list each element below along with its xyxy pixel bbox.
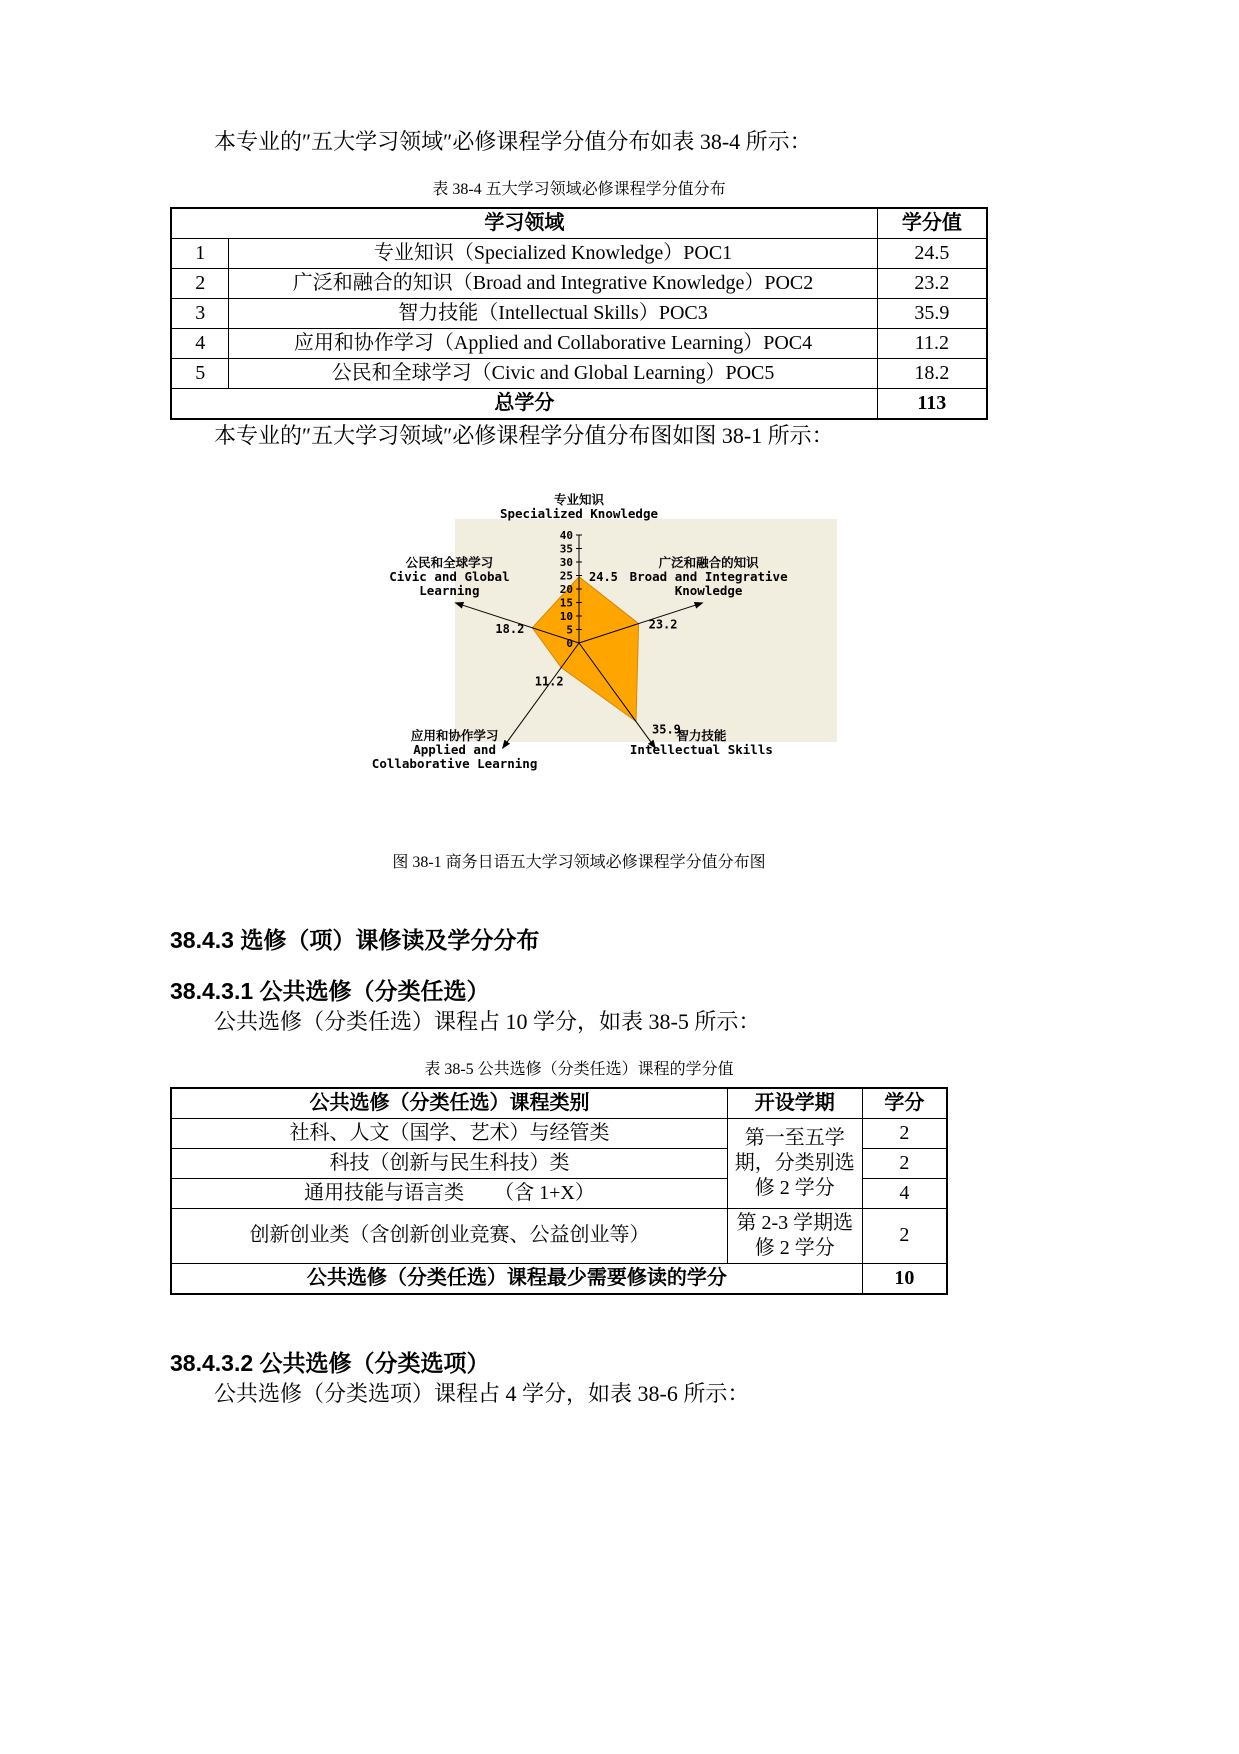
row-credits: 35.9	[877, 298, 987, 328]
row-domain-name: 广泛和融合的知识（Broad and Integrative Knowledge）POC2	[229, 268, 877, 298]
table-row	[171, 328, 987, 358]
document-page	[170, 0, 988, 1410]
row-domain-name: 应用和协作学习（Applied and Collaborative Learning）POC4	[229, 328, 877, 358]
table-footer-row	[171, 1263, 947, 1294]
radar-tick-label: 40	[559, 528, 573, 542]
row-credit: 2	[862, 1208, 947, 1263]
row-category: 创新创业类（含创新创业竞赛、公益创业等）	[171, 1208, 727, 1263]
radar-tick-label: 15	[559, 596, 573, 610]
radar-axis-label: Knowledge	[674, 582, 743, 598]
row-domain-name: 智力技能（Intellectual Skills）POC3	[229, 298, 877, 328]
row-credit: 2	[862, 1118, 947, 1148]
row-num: 1	[171, 238, 229, 268]
footer-value: 10	[862, 1263, 947, 1294]
radar-tick-label: 0	[566, 636, 573, 650]
row-num: 2	[171, 268, 229, 298]
radar-tick-label: 5	[566, 623, 573, 637]
table-38-5-caption: 表 38-5 公共选修（分类任选）课程的学分值	[424, 1060, 734, 1078]
radar-value-label: 18.2	[495, 621, 525, 636]
table-38-4	[170, 207, 988, 420]
radar-axis-label: 公民和全球学习	[405, 554, 494, 570]
radar-axis-label: 应用和协作学习	[410, 727, 499, 743]
col-header-credits: 学分值	[877, 208, 987, 239]
table-row	[171, 268, 987, 298]
radar-tick-label: 20	[559, 582, 573, 596]
figure-38-1-caption: 图 38-1 商务日语五大学习领域必修课程学分值分布图	[392, 853, 766, 871]
row-credits: 23.2	[877, 268, 987, 298]
heading-38-4-3: 38.4.3 选修（项）课修读及学分分布	[170, 926, 540, 953]
row-credits: 24.5	[877, 238, 987, 268]
radar-axis-label: Specialized Knowledge	[499, 505, 659, 521]
radar-axis-label: Civic and Global	[389, 568, 510, 584]
footer-label: 公共选修（分类任选）课程最少需要修读的学分	[171, 1263, 862, 1294]
col-header-domain: 学习领域	[171, 208, 877, 239]
radar-tick-label: 30	[559, 555, 573, 569]
intro-paragraph-4: 公共选修（分类选项）课程占 4 学分，如表 38-6 所示：	[214, 1380, 750, 1406]
row-credit: 4	[862, 1178, 947, 1208]
radar-tick-label: 25	[559, 569, 573, 583]
table-38-5	[170, 1087, 948, 1295]
row-credits: 11.2	[877, 328, 987, 358]
intro-paragraph-3: 公共选修（分类任选）课程占 10 学分，如表 38-5 所示：	[214, 1008, 761, 1034]
row-num: 3	[171, 298, 229, 328]
table-row	[171, 238, 987, 268]
table-total-row	[171, 388, 987, 419]
radar-axis-label: Intellectual Skills	[629, 741, 773, 757]
radar-value-label: 11.2	[534, 674, 564, 689]
table-38-5-header-row	[171, 1088, 947, 1119]
row-semester: 第 2-3 学期选修 2 学分	[727, 1208, 862, 1263]
heading-38-4-3-1: 38.4.3.1 公共选修（分类任选）	[170, 977, 490, 1004]
total-label: 总学分	[171, 388, 877, 419]
radar-axis-label: Broad and Integrative	[629, 568, 788, 584]
table-row	[171, 1208, 947, 1263]
col-header-semester: 开设学期	[727, 1088, 862, 1119]
semester-merged-cell: 第一至五学期，分类别选修 2 学分	[727, 1118, 862, 1208]
table-38-4-header-row	[171, 208, 987, 239]
radar-value-label: 35.9	[652, 722, 681, 737]
total-value: 113	[877, 388, 987, 419]
table-row	[171, 298, 987, 328]
row-num: 5	[171, 358, 229, 388]
row-domain-name: 专业知识（Specialized Knowledge）POC1	[229, 238, 877, 268]
row-domain-name: 公民和全球学习（Civic and Global Learning）POC5	[229, 358, 877, 388]
radar-axis-label: Learning	[419, 582, 480, 598]
radar-tick-label: 35	[559, 542, 573, 556]
row-category: 科技（创新与民生科技）类	[171, 1148, 727, 1178]
row-num: 4	[171, 328, 229, 358]
radar-tick-label: 10	[559, 609, 573, 623]
radar-axis-label: 广泛和融合的知识	[658, 554, 759, 570]
row-category: 通用技能与语言类 （含 1+X）	[171, 1178, 727, 1208]
radar-chart	[299, 478, 859, 793]
intro-paragraph-2: 本专业的″五大学习领域″必修课程学分值分布图如图 38-1 所示：	[214, 422, 834, 448]
radar-axis-label: 智力技能	[676, 727, 727, 743]
radar-axis-label: Collaborative Learning	[371, 755, 538, 771]
radar-chart-svg	[299, 478, 859, 788]
row-category: 社科、人文（国学、艺术）与经管类	[171, 1118, 727, 1148]
radar-axis-label: Applied and	[413, 741, 496, 757]
radar-value-label: 23.2	[648, 617, 678, 632]
table-38-4-caption: 表 38-4 五大学习领域必修课程学分值分布	[432, 180, 726, 198]
intro-paragraph-1: 本专业的″五大学习领域″必修课程学分值分布如表 38-4 所示：	[214, 129, 812, 154]
col-header-category: 公共选修（分类任选）课程类别	[171, 1088, 727, 1119]
row-credits: 18.2	[877, 358, 987, 388]
table-row	[171, 358, 987, 388]
radar-value-label: 24.5	[589, 569, 618, 584]
radar-axis-label: 专业知识	[553, 491, 605, 507]
table-row	[171, 1118, 947, 1148]
col-header-credit: 学分	[862, 1088, 947, 1119]
row-credit: 2	[862, 1148, 947, 1178]
heading-38-4-3-2: 38.4.3.2 公共选修（分类选项）	[170, 1349, 490, 1376]
